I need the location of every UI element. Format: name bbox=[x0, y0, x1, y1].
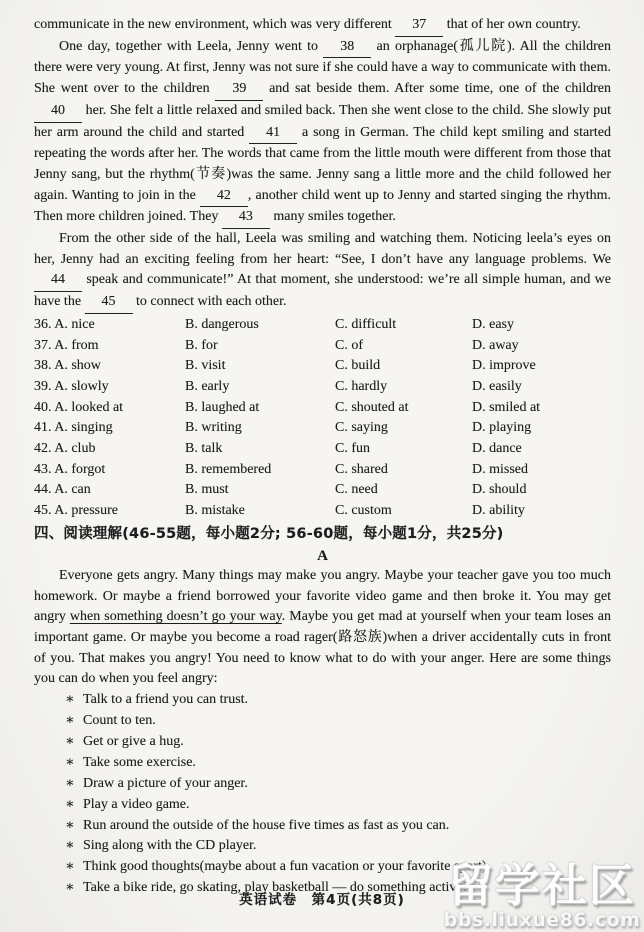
cloze-blank-43: 43 bbox=[222, 207, 270, 229]
option-cell: 36. A. nice bbox=[34, 316, 95, 332]
option-cell: C. custom bbox=[335, 503, 392, 519]
anger-tip-item bbox=[34, 732, 611, 753]
cloze-paragraph: One day, together with Leela, Jenny went to 38 an orphanage(孤儿院). All the children there were very young. At first, Jenny was not sure if she could have a way to communicate with them. She went over to the children 39 and sat beside them. After some time, one of the children 40 her. She felt a little relaxed and smiled back. Then she went close to the child. She slowly put her arm around the child and started 41 a song in German. The child kept smiling and started repeating the words after her. The words that came from the little mouth were different from those that Jenny sang, but the rhythm(节奏)was the same. Jenny sang a little more and the child followed her again. Wanting to join in the 42 , another child went up to Jenny and started singing the rhythm. Then more children joined. They 43 many smiles together. bbox=[34, 37, 611, 229]
anger-tip-text: Run around the outside of the house five times as fast as you can. bbox=[83, 817, 450, 833]
option-row-36 bbox=[34, 315, 611, 336]
asterisk-bullet-icon: ∗ bbox=[65, 713, 75, 728]
option-cell: C. fun bbox=[335, 441, 370, 457]
asterisk-bullet-icon: ∗ bbox=[65, 754, 75, 770]
option-row-45 bbox=[34, 501, 611, 522]
asterisk-bullet-icon: ∗ bbox=[65, 796, 75, 812]
option-cell: C. shared bbox=[335, 461, 388, 477]
option-row-39 bbox=[34, 377, 611, 398]
option-cell: C. difficult bbox=[335, 316, 397, 332]
option-cell: D. easy bbox=[472, 316, 514, 332]
option-cell: D. improve bbox=[472, 358, 536, 374]
cloze-blank-40: 40 bbox=[34, 101, 82, 123]
cloze-blank-41: 41 bbox=[249, 123, 297, 145]
page-footer: 英语试卷 第4页(共8页) bbox=[239, 892, 405, 908]
option-cell: B. visit bbox=[185, 358, 226, 374]
anger-tip-text: Take a bike ride, go skating, play basketball — do something active! bbox=[83, 880, 468, 896]
option-cell: B. mistake bbox=[185, 503, 245, 519]
option-cell: D. missed bbox=[472, 461, 528, 477]
option-row-41 bbox=[34, 418, 611, 439]
option-cell: C. shouted at bbox=[335, 399, 409, 415]
option-cell: B. for bbox=[185, 337, 218, 353]
reading-section-title: 四、阅读理解(46-55题，每小题2分; 56-60题，每小题1分，共25分) bbox=[34, 525, 504, 542]
option-cell: D. should bbox=[472, 482, 527, 498]
option-cell: 39. A. slowly bbox=[34, 378, 109, 394]
option-cell: C. build bbox=[335, 358, 381, 374]
asterisk-bullet-icon: ∗ bbox=[65, 817, 75, 833]
cloze-blank-39: 39 bbox=[215, 79, 263, 101]
option-cell: B. must bbox=[185, 482, 229, 498]
anger-tip-item bbox=[34, 690, 611, 711]
option-cell: B. writing bbox=[185, 420, 242, 436]
option-row-42 bbox=[34, 439, 611, 460]
option-cell: D. dance bbox=[472, 441, 522, 457]
asterisk-bullet-icon: ∗ bbox=[65, 733, 75, 749]
cloze-paragraph: communicate in the new environment, which was very different 37 that of her own country. bbox=[34, 15, 611, 37]
anger-tip-item bbox=[34, 836, 611, 857]
passage-a-label: A bbox=[317, 547, 328, 564]
anger-tip-item bbox=[34, 753, 611, 774]
option-cell: 43. A. forgot bbox=[34, 461, 106, 477]
option-cell: 45. A. pressure bbox=[34, 503, 118, 519]
asterisk-bullet-icon: ∗ bbox=[65, 880, 75, 896]
option-cell: D. away bbox=[472, 337, 519, 353]
anger-tip-text: Play a video game. bbox=[83, 796, 190, 812]
anger-tip-text: Count to ten. bbox=[83, 713, 156, 728]
cloze-passage bbox=[34, 15, 611, 314]
option-cell: D. smiled at bbox=[472, 399, 541, 415]
cloze-blank-45: 45 bbox=[85, 292, 133, 314]
reading-passage bbox=[34, 566, 611, 690]
option-cell: 42. A. club bbox=[34, 441, 96, 457]
cloze-blank-37: 37 bbox=[395, 15, 443, 37]
reading-paragraph: Everyone gets angry. Many things may make you angry. Maybe your teacher gave you too much homework. Or maybe a friend borrowed your favorite video game and then broke it. You may get angry when something doesn’t go your way. Maybe you get mad at yourself when your team loses an important game. Or maybe you become a road rager(路怒族)when a driver accidentally cuts in front of you. That makes you angry! You need to know what to do with your anger. Here are some things you can do when you feel angry: bbox=[34, 567, 611, 687]
option-row-44 bbox=[34, 480, 611, 501]
cloze-blank-44: 44 bbox=[34, 270, 82, 292]
anger-tip-text: Get or give a hug. bbox=[83, 733, 184, 749]
option-cell: C. hardly bbox=[335, 378, 388, 394]
anger-tip-text: Think good thoughts(maybe about a fun vacation or your favorite sport). bbox=[83, 859, 491, 875]
anger-tip-item bbox=[34, 795, 611, 816]
option-cell: 38. A. show bbox=[34, 358, 101, 374]
underlined-phrase: when something doesn’t go your way bbox=[69, 609, 282, 625]
option-row-40 bbox=[34, 398, 611, 419]
anger-tip-text: Take some exercise. bbox=[83, 754, 196, 770]
cloze-options-table bbox=[34, 315, 611, 522]
option-cell: B. dangerous bbox=[185, 316, 259, 332]
option-cell: B. early bbox=[185, 378, 230, 394]
option-cell: B. laughed at bbox=[185, 399, 260, 415]
anger-tips-list bbox=[34, 690, 611, 899]
option-cell: 40. A. looked at bbox=[34, 399, 124, 415]
option-row-37 bbox=[34, 336, 611, 357]
option-row-38 bbox=[34, 356, 611, 377]
watermark-logo-text: 留学社区 bbox=[447, 859, 636, 912]
anger-tip-item bbox=[34, 816, 611, 837]
option-cell: 41. A. singing bbox=[34, 420, 113, 436]
option-row-43 bbox=[34, 460, 611, 481]
watermark-url: bbs.liuxue86.com bbox=[443, 909, 641, 931]
option-cell: D. easily bbox=[472, 378, 522, 394]
cloze-blank-38: 38 bbox=[323, 37, 371, 59]
option-cell: C. of bbox=[335, 337, 363, 353]
anger-tip-text: Draw a picture of your anger. bbox=[83, 775, 248, 791]
option-cell: B. remembered bbox=[185, 461, 272, 477]
option-cell: C. need bbox=[335, 482, 378, 498]
option-cell: B. talk bbox=[185, 441, 223, 457]
option-cell: C. saying bbox=[335, 420, 388, 436]
option-cell: D. playing bbox=[472, 420, 532, 436]
cloze-paragraph: From the other side of the hall, Leela was smiling and watching them. Noticing leela’s eyes on her, Jenny had an exciting feeling from her heart: “See, I don’t have any language problems. We 44 speak and communicate!” At that moment, she understood: we’re all simple human, and we have the 45 to connect with each other. bbox=[34, 229, 611, 314]
option-cell: 37. A. from bbox=[34, 337, 99, 353]
anger-tip-item bbox=[34, 857, 611, 878]
anger-tip-item bbox=[34, 711, 611, 732]
asterisk-bullet-icon: ∗ bbox=[65, 859, 75, 875]
anger-tip-text: Sing along with the CD player. bbox=[83, 838, 257, 854]
asterisk-bullet-icon: ∗ bbox=[65, 838, 75, 854]
anger-tip-item bbox=[34, 774, 611, 795]
cloze-blank-42: 42 bbox=[200, 186, 248, 208]
asterisk-bullet-icon: ∗ bbox=[65, 775, 75, 791]
option-cell: D. ability bbox=[472, 503, 525, 519]
option-cell: 44. A. can bbox=[34, 482, 91, 498]
anger-tip-text: Talk to a friend you can trust. bbox=[83, 692, 249, 708]
asterisk-bullet-icon: ∗ bbox=[65, 692, 75, 708]
